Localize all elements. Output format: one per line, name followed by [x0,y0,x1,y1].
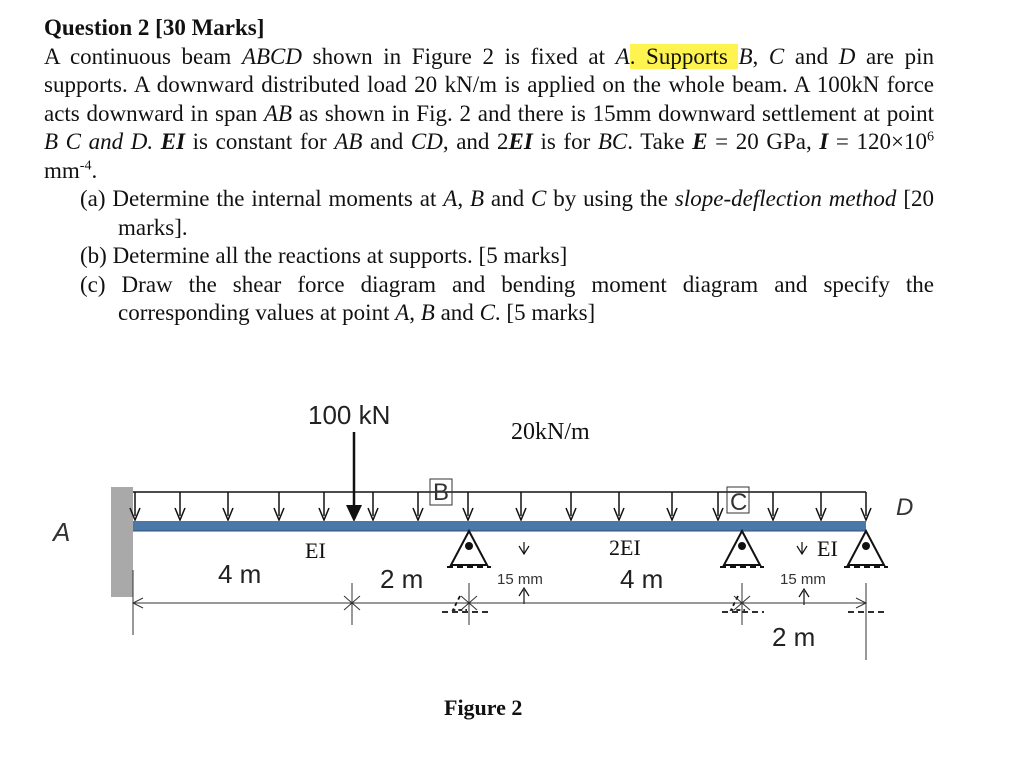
fixed-support-a [111,487,133,597]
distributed-load-label: 20kN/m [511,419,590,445]
statement-text: , [752,43,769,69]
statement-text: A continuous beam [44,43,242,69]
pin-support-c [720,531,764,567]
label-d: D [896,494,914,521]
statement-text: B C and D. [44,129,154,154]
distributed-load-arrows [130,492,871,520]
settlement-arrows [519,542,809,605]
statement-text: shown in Figure 2 is fixed at [302,43,616,69]
statement-text: = 120×10 [828,129,927,154]
statement-text: E [692,129,708,154]
label-a: A [53,517,71,547]
settlement-c-label: 15 mm [780,571,826,588]
statement-text: = 20 GPa, [707,129,820,154]
statement-text: mm [44,157,80,183]
statement-text: A [615,43,630,69]
question-title: Question 2 [30 Marks] [44,15,265,40]
statement-text: , and 2 [442,129,509,154]
statement-text: C [768,43,785,69]
part-a: (a) Determine the internal moments at A, B and C by using the slope-deflection method [20 marks]. [80,186,934,240]
label-b: B [433,479,450,506]
statement-text: and [784,43,839,69]
statement-text: B [738,43,753,69]
pin-support-b [447,531,491,567]
statement-text: CD [410,129,443,154]
highlighted-text: . Supports [629,43,739,69]
part-b: (b) Determine all the reactions at supports. [5 marks] [80,243,568,268]
statement-text: ABCD [241,43,302,69]
statement-text: EI [153,129,186,154]
statement-text: 6 [927,129,934,145]
settlement-b-label: 15 mm [497,571,543,588]
figure-caption: Figure 2 [444,695,523,720]
dim-4m-mid: 4 m [620,564,664,594]
statement-text: EI [508,129,533,154]
ei-cd-label: EI [817,536,838,561]
dim-4m-left: 4 m [218,559,262,589]
point-load-arrow [346,432,362,522]
ei-bc-label: 2EI [609,535,641,560]
statement-text: D [838,43,856,69]
settled-support-outline [442,596,888,612]
statement-text: . Take [627,129,693,154]
statement-text: and [362,129,411,154]
beam-abcd [133,521,866,531]
label-c: C [730,489,748,516]
statement-text: as shown in Fig. 2 and there is 15mm downward settlement at point [292,100,934,126]
statement-text: is constant for [185,129,335,154]
statement-text: AB [264,100,293,126]
pin-support-d [844,531,888,567]
statement-text: is for [532,129,598,154]
dim-2m-right: 2 m [772,622,816,652]
ei-ab-label: EI [305,538,326,563]
statement-text: AB [334,129,363,154]
statement-text: -4 [79,157,92,173]
statement-text: are pin supports. A downward distributed load 20 kN/m is applied on the whole beam. A 100kN force acts downward in span [44,43,935,126]
point-load-label: 100 kN [308,400,391,430]
statement-text: . [91,157,98,183]
statement-text: BC [597,129,628,154]
dim-2m-left: 2 m [380,564,424,594]
part-c: (c) Draw the shear force diagram and bending moment diagram and specify the corresponding values at point A, B and C. [5 marks] [80,271,934,325]
statement-text: I [819,129,829,154]
